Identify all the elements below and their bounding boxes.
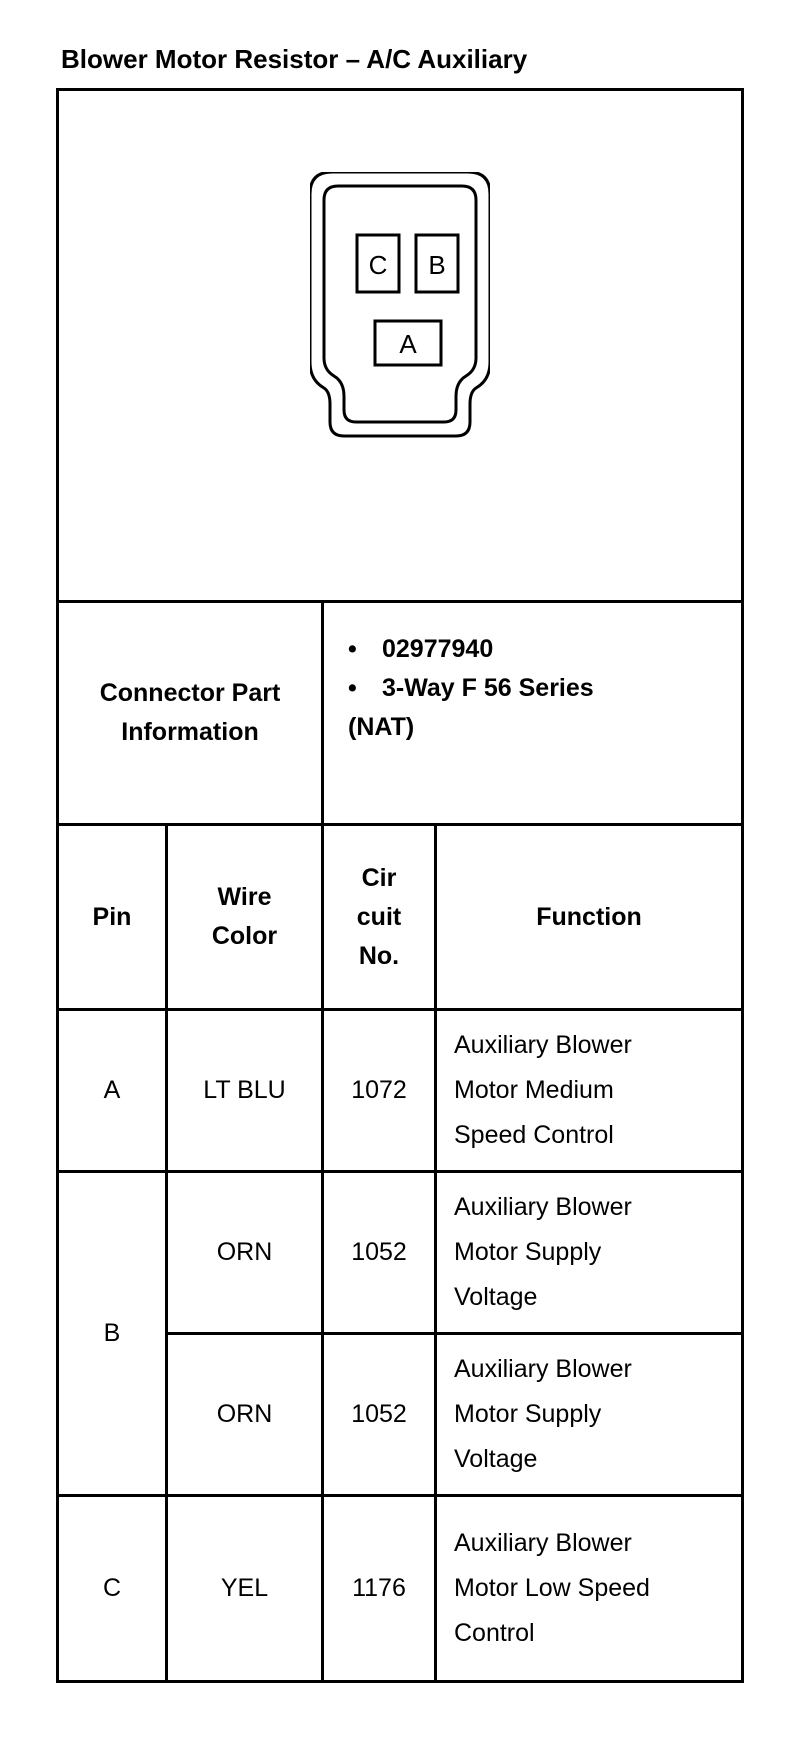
header-circuit-no — [324, 826, 434, 1008]
function-line: Motor Low Speed — [454, 1574, 650, 1602]
list-item: • 3-Way F 56 Series — [348, 674, 594, 702]
row-a-pin: A — [103, 1076, 121, 1104]
connector-part-info — [348, 630, 594, 747]
connector-face-diagram — [310, 172, 490, 442]
connector-nat-note: (NAT) — [348, 713, 415, 741]
list-item: • 02977940 — [348, 635, 494, 663]
header-circuit-line1: Cir — [361, 863, 397, 892]
function-line: Auxiliary Blower — [454, 1193, 632, 1221]
header-pin: Pin — [92, 902, 132, 931]
row-b2-circuit: 1052 — [351, 1400, 407, 1428]
row-b1-wire-color: ORN — [216, 1238, 273, 1266]
row-b-pin: B — [103, 1319, 121, 1347]
row-c-function — [437, 1497, 741, 1680]
divider — [321, 600, 324, 825]
function-line: Motor Supply — [454, 1400, 602, 1428]
pin-b-label: B — [428, 250, 446, 280]
pin-c-label: C — [368, 250, 388, 280]
row-b1-circuit: 1052 — [351, 1238, 407, 1266]
header-wire-color — [168, 826, 321, 1008]
connector-outer-outline — [310, 172, 490, 436]
page-title: Blower Motor Resistor – A/C Auxiliary — [61, 44, 528, 74]
function-line: Speed Control — [454, 1121, 614, 1149]
part-number: 02977940 — [382, 635, 494, 663]
header-function: Function — [536, 902, 642, 931]
connector-inner-outline — [324, 186, 476, 422]
function-line: Voltage — [454, 1445, 538, 1473]
row-b2-function — [437, 1335, 741, 1494]
function-line: Motor Supply — [454, 1238, 602, 1266]
connector-part-label-line2: Information — [121, 718, 259, 746]
function-line: Voltage — [454, 1283, 538, 1311]
row-c-pin: C — [102, 1574, 122, 1602]
function-line: Control — [454, 1619, 535, 1647]
row-c-wire-color: YEL — [220, 1574, 269, 1602]
row-b1-function — [437, 1173, 741, 1332]
row-a-circuit: 1072 — [351, 1076, 407, 1104]
pin-a-label: A — [399, 329, 417, 359]
row-a-wire-color: LT BLU — [203, 1076, 286, 1104]
header-circuit-line2: cuit — [356, 902, 402, 931]
header-wire-line2: Color — [211, 922, 278, 950]
function-line: Auxiliary Blower — [454, 1031, 632, 1059]
row-b2-wire-color: ORN — [216, 1400, 273, 1428]
function-line: Auxiliary Blower — [454, 1529, 632, 1557]
connector-part-label — [59, 603, 321, 823]
header-wire-line1: Wire — [217, 883, 272, 911]
connector-part-label-line1: Connector Part — [99, 679, 281, 707]
header-circuit-line3: No. — [358, 941, 400, 970]
row-a-function — [437, 1011, 741, 1170]
function-line: Motor Medium — [454, 1076, 614, 1104]
function-line: Auxiliary Blower — [454, 1355, 632, 1383]
connector-series: 3-Way F 56 Series — [382, 674, 594, 702]
row-c-circuit: 1176 — [352, 1574, 406, 1602]
